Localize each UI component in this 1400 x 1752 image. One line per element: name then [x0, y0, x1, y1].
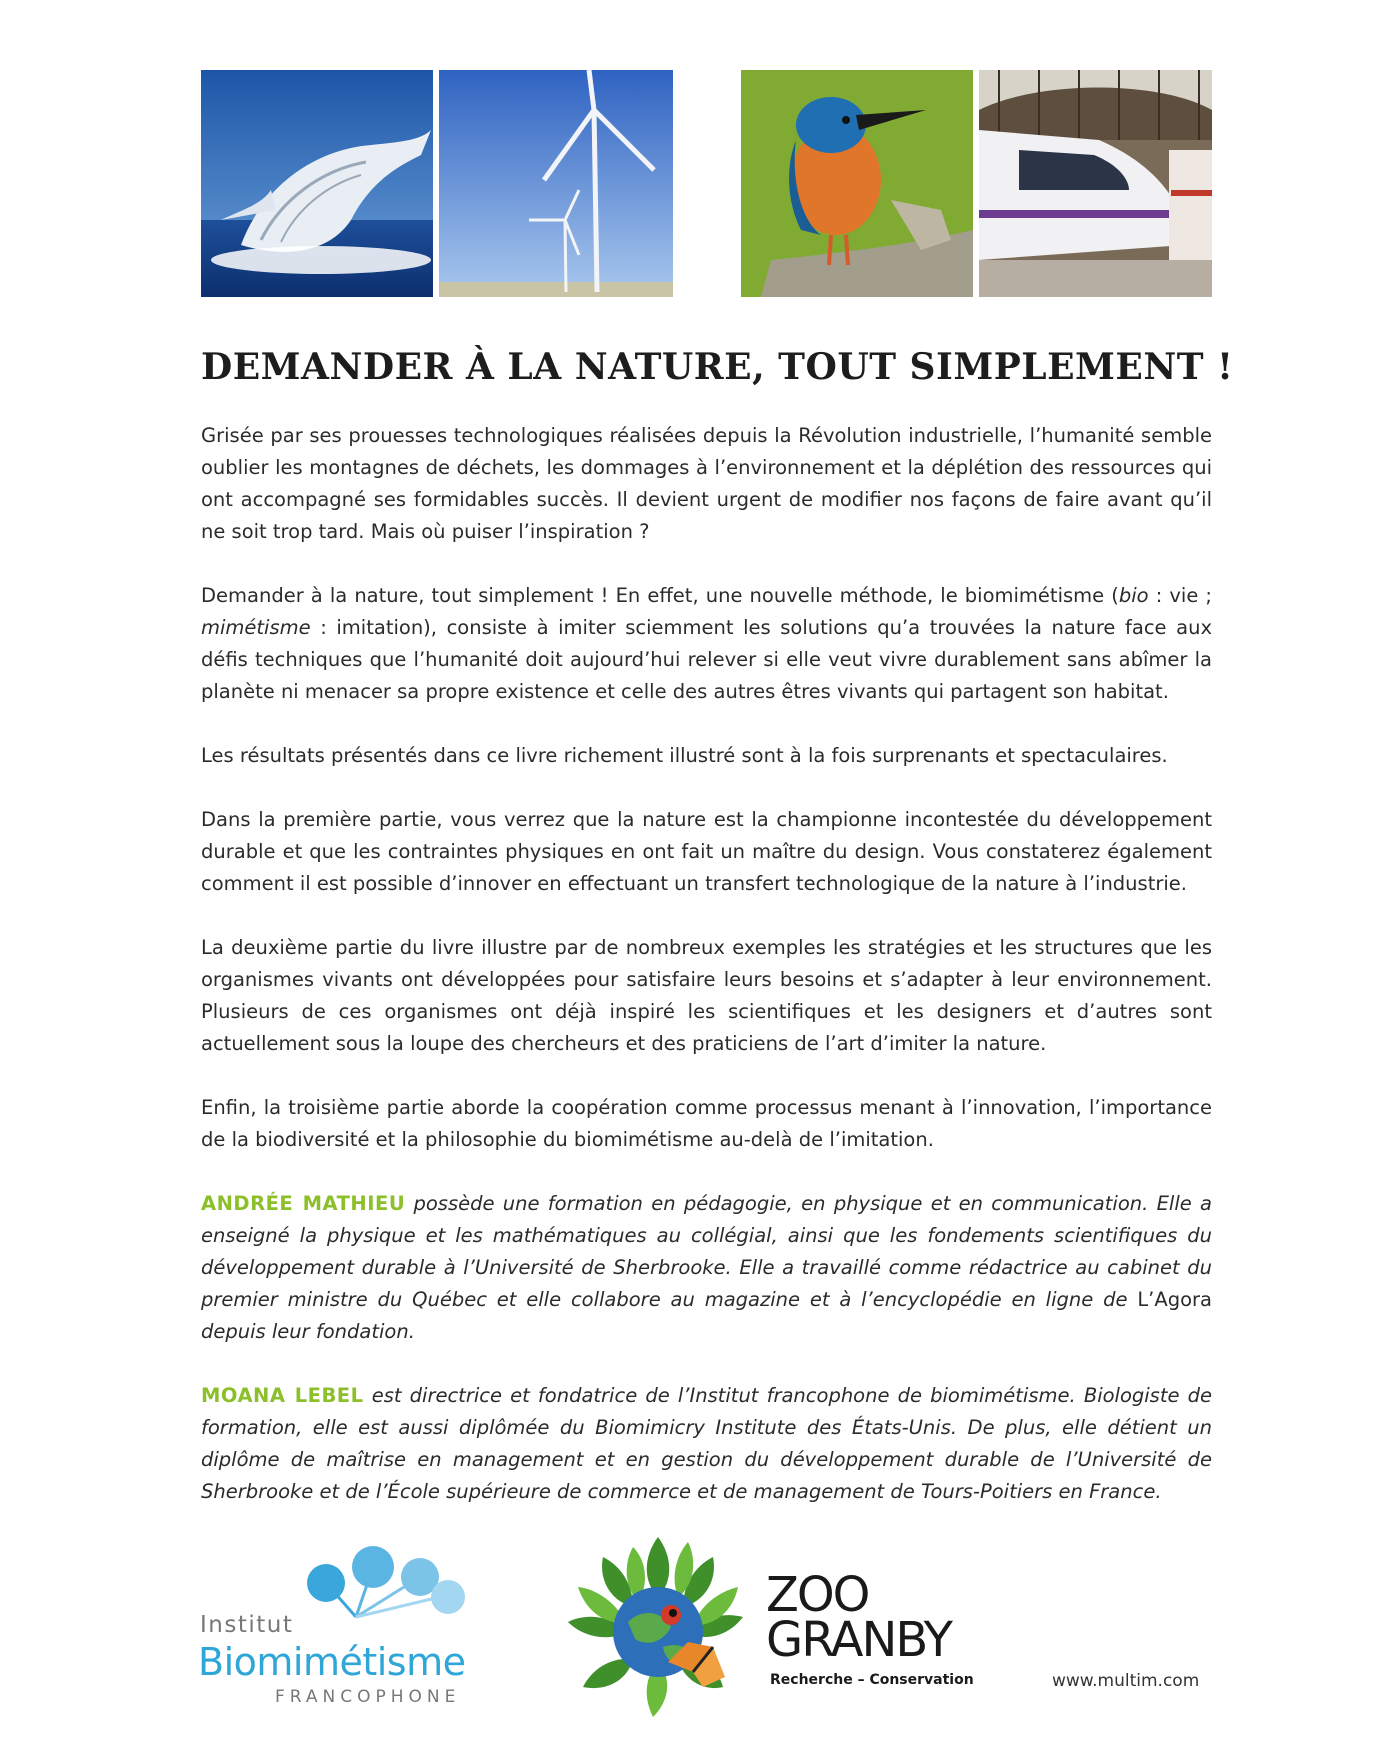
body-text: [201, 420, 1212, 1540]
paragraph-intro: Grisée par ses prouesses technologiques réalisées depuis la Révolution industrielle, l’humanité semble oublier les montagnes de déchets, les dommages à l’environnement et la déplétion des ressources qui ont accompagné ses formidables succès. Il devient urgent de modifier nos façons de faire avant qu’il ne soit trop tard. Mais où puiser l’inspiration ?: [201, 424, 1212, 543]
zoo-tagline: Recherche – Conservation: [770, 1672, 974, 1688]
paragraph-biomimetisme: Demander à la nature, tout simplement ! En effet, une nouvelle méthode, le biomimétisme (bio : vie ; mimétisme : imitation), consiste à imiter sciemment les solutions qu’a trouvées la nature face aux défis techniques que l’humanité doit aujourd’hui relever si elle veut vivre durablement sans abîmer la planète ni menacer sa propre existence et celle des autres êtres vivants qui partagent son habitat.: [201, 584, 1212, 703]
paragraph-part-three: Enfin, la troisième partie aborde la coopération comme processus menant à l’innovation, l’importance de la biodiversité et la philosophie du biomimétisme au-delà de l’imitation.: [201, 1096, 1212, 1151]
author-bio-mathieu: ANDRÉE MATHIEU possède une formation en pédagogie, en physique et en communication. Elle a enseigné la physique et les mathématiques au collégial, ainsi que les fondements scientifiques du développement durable à l’Université de Sherbrooke. Elle a travaillé comme rédactrice au cabinet du premier ministre du Québec et elle collabore au magazine et à l’encyclopédie en ligne de L’Agora depuis leur fondation.: [201, 1192, 1213, 1343]
zoo-word-granby: GRANBY: [766, 1612, 951, 1668]
page-title: DEMANDER À LA NATURE, TOUT SIMPLEMENT !: [201, 346, 1234, 388]
website-link[interactable]: www.multim.com: [1052, 1671, 1200, 1691]
train-photo: [979, 70, 1212, 297]
zoo-word-zoo: ZOO: [766, 1567, 869, 1623]
logo-word-biomimetisme: Biomimétisme: [198, 1640, 466, 1684]
institut-biomimetisme-logo: [198, 1545, 498, 1715]
author-bio-lebel: MOANA LEBEL est directrice et fondatrice de l’Institut francophone de biomimétisme. Biologiste de formation, elle est aussi diplômée du Biomimicry Institute des États-Unis. De plus, elle détient un diplôme de maîtrise en management et en gestion du développement durable de l’Université de Sherbrooke et de l’École supérieure de commerce et de management de Tours-Poitiers en France.: [201, 1384, 1213, 1503]
zoo-granby-logo: [553, 1527, 993, 1727]
zoo-emblem-icon: [553, 1527, 763, 1727]
whale-photo: [201, 70, 433, 297]
wind-turbines-photo: [439, 70, 673, 297]
author-name: MOANA LEBEL: [201, 1384, 364, 1407]
term-mimetisme: mimétisme: [201, 616, 311, 639]
paragraph-part-two: La deuxième partie du livre illustre par de nombreux exemples les stratégies et les structures que les organismes vivants ont développées pour satisfaire leurs besoins et s’adapter à leur environnement. Plusieurs de ces organismes ont déjà inspiré les scientifiques et les designers et d’autres sont actuellement sous la loupe des chercheurs et des praticiens de l’art d’imiter la nature.: [201, 936, 1212, 1055]
kingfisher-photo: [741, 70, 973, 297]
term-bio: bio: [1118, 584, 1149, 607]
institut-logo-icon: [298, 1545, 468, 1645]
author-name: ANDRÉE MATHIEU: [201, 1192, 406, 1215]
logo-word-francophone: FRANCOPHONE: [275, 1687, 461, 1707]
agora-title: L’Agora: [1137, 1288, 1212, 1311]
paragraph-results: Les résultats présentés dans ce livre richement illustré sont à la fois surprenants et spectaculaires.: [201, 744, 1168, 767]
paragraph-part-one: Dans la première partie, vous verrez que la nature est la championne incontestée du développement durable et que les contraintes physiques en ont fait un maître du design. Vous constaterez également comment il est possible d’innover en effectuant un transfert technologique de la nature à l’industrie.: [201, 808, 1212, 895]
logo-word-institut: Institut: [200, 1612, 294, 1638]
